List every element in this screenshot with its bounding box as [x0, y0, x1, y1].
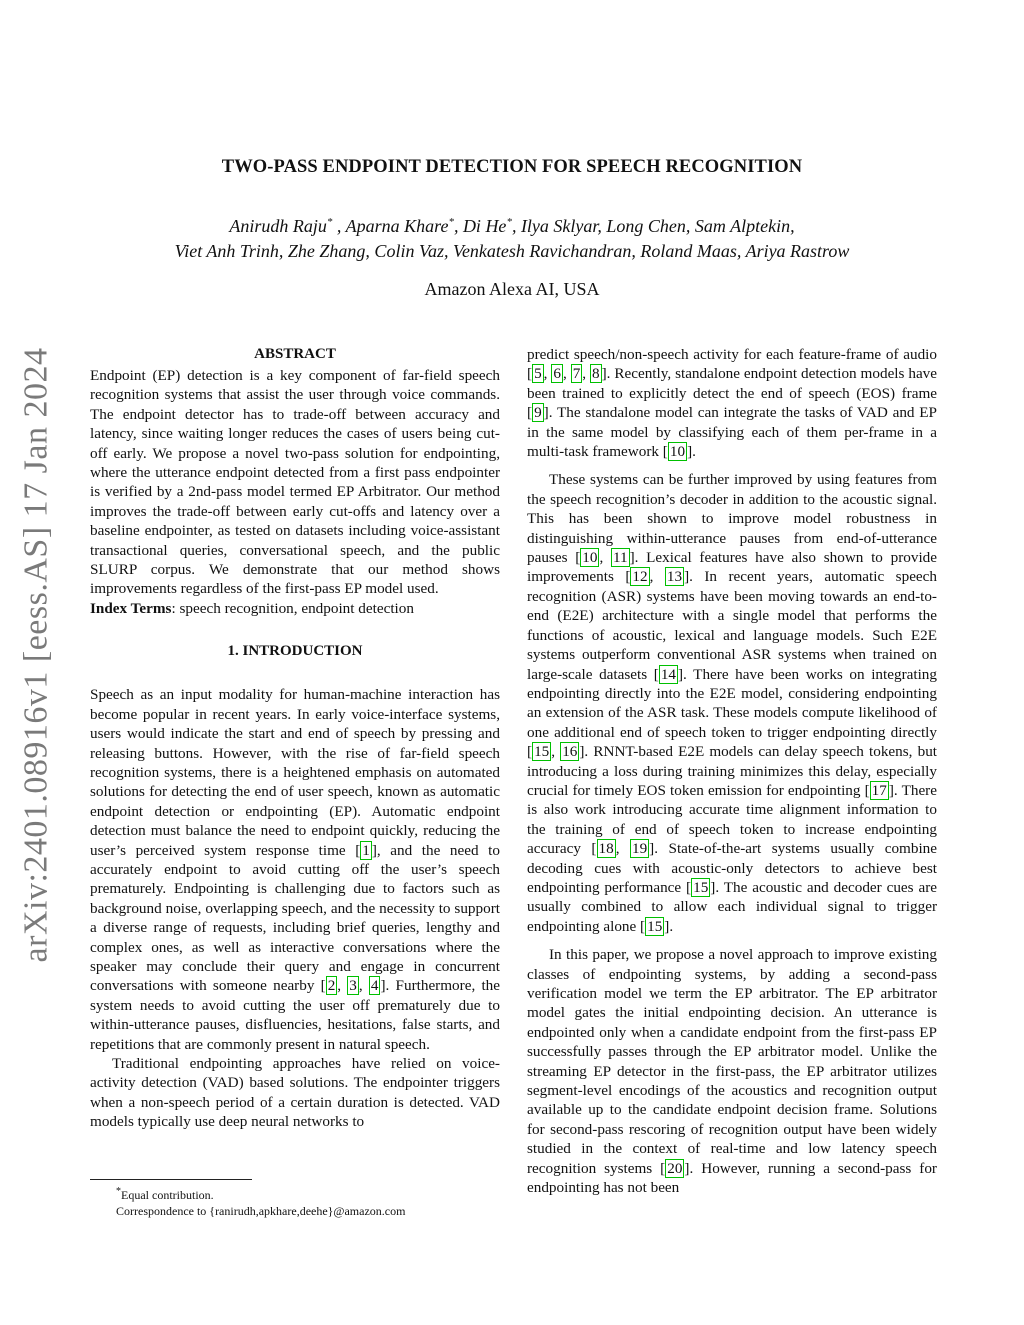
citation-link[interactable]: 3: [349, 977, 357, 995]
right-paragraph-1: predict speech/non-speech activity for each feature-frame of audio [ 5 , 6 , 7 , 8 ]. Recently, standalone endpoint detection models have been trained to explicitly detect the end of speech (EOS) frame [ 9 ]. The standalone model can integrate the tasks of VAD and EP in the same model by classifying each of them per-frame in a multi-task framework [ 10 ].: [527, 346, 938, 461]
citation-link[interactable]: 15: [647, 917, 663, 935]
citation-link[interactable]: 18: [598, 840, 614, 858]
author-name: , Ilya Sklyar, Long Chen, Sam Alptekin,: [511, 216, 795, 236]
citation-link[interactable]: 1: [362, 841, 370, 859]
abstract-heading: ABSTRACT: [254, 346, 336, 362]
right-paragraph-3: In this paper, we propose a novel approach to improve existing classes of endpointing systems, by adding a second-pass verification model we term the EP arbitrator. The EP arbitrator model gates the initial endpointing decision. An utterance is endpointed only when a candidate endpoint from the first-pass EP successfully passes through the EP arbitrator model. Unlike the streaming EP detector in the first-pass, the EP arbitrator utilizes segment-level encodings of the acoustics and recognition output available up to the candidate endpoint decision frame. Solutions for second-pass rescoring of recognition output have been widely studied in the context of real-time and low latency speech recognition systems [ 20 ]. However, running a second-pass for endpointing has not been: [527, 946, 937, 1197]
footnote-mark: *: [116, 1186, 121, 1197]
citation-link[interactable]: 16: [562, 743, 578, 761]
citation-link[interactable]: 13: [666, 568, 683, 586]
citation-link[interactable]: 5: [534, 365, 542, 383]
author-name: , Aparna Khare: [332, 216, 449, 236]
equal-contribution-mark: *: [326, 216, 333, 228]
citation-link[interactable]: 19: [631, 840, 648, 858]
author-line-1: [0, 210, 1024, 239]
paper-title: TWO-PASS ENDPOINT DETECTION FOR SPEECH RECOGNITION: [221, 157, 803, 177]
affiliation: Amazon Alexa AI, USA: [424, 279, 600, 299]
intro-paragraph-2: Traditional endpointing approaches have relied on voice-activity detection (VAD) based solutions. The endpointer triggers when a non-speech period of a certain duration is detected. VAD models typically use deep neural networks to: [90, 1055, 500, 1131]
citation-link[interactable]: 7: [572, 365, 581, 383]
citation-link[interactable]: 12: [632, 568, 648, 586]
author-name: , Di He: [453, 216, 507, 236]
citation-link[interactable]: 17: [871, 781, 887, 799]
author-name: Anirudh Raju: [229, 216, 327, 236]
citation-link[interactable]: 15: [534, 743, 550, 761]
citation-link[interactable]: 20: [667, 1159, 683, 1177]
footnote-equal-text: Equal contribution.: [121, 1188, 214, 1202]
footnote-correspondence: Correspondence to {ranirudh,apkhare,deehe}@amazon.com: [116, 1204, 406, 1218]
index-terms-label: Index Terms: [90, 599, 172, 617]
right-column: [527, 345, 937, 1197]
citation-link[interactable]: 15: [693, 878, 709, 896]
footnotes: [90, 1179, 500, 1219]
abstract-text: Endpoint (EP) detection is a key component of far-field speech recognition systems that assist the user through voice commands. The endpoint detector has to trade-off between accuracy and latency, since waiting longer reduces the cases of users being cut-off early. We propose a novel two-pass solution for endpointing, where the utterance endpoint detected from a first pass endpointer is verified by a 2nd-pass model termed EP Arbitrator. Our method improves the trade-off between early cut-offs and latency over a baseline endpointer, as tested on datasets including voice-assistant transactional queries, conversational speech, and the public SLURP corpus. We demonstrate that our method shows improvements regardless of the first-pass EP model used.: [90, 367, 500, 598]
citation-link[interactable]: 10: [669, 443, 686, 461]
citation-link[interactable]: 10: [582, 549, 598, 567]
index-terms-text: : speech recognition, endpoint detection: [171, 599, 414, 617]
equal-contribution-mark: *: [448, 216, 454, 228]
right-paragraph-2: These systems can be further improved by using features from the speech recognition’s decoder in addition to the acoustic signal. This has been shown to improve model robustness in distinguishing within-utterance pauses from end-of-utterance pauses [ 10 , 11 ]. Lexical features have also shown to provide improvements [ 12 , 13 ]. In recent years, automatic speech recognition (ASR) systems have been moving towards an end-to-end (E2E) architecture with a single model that performs the functions of acoustic, lexical and language models. Such E2E systems outperform conventional ASR systems when trained on large-scale datasets [ 14 ]. There have been works on integrating endpointing directly into the E2E model, considering endpointing an extension of the ASR task. These models compute likelihood of one additional end of speech token to trigger endpointing directly [ 15 , 16 ]. RNNT-based E2E models can delay speech tokens, but introducing a loss during training minimizes this delay, especially crucial for timely EOS token emission for endpointing [ 17 ]. There is also work introducing accurate time alignment information to the training of end of speech token to increase endpointing accuracy [ 18 , 19 ]. State-of-the-art systems usually combine decoding cues with acoustic-only detectors to achieve best endpointing performance [ 15 ]. The acoustic and decoder cues are usually combined to allow each individual signal to trigger endpointing alone [ 15 ].: [527, 471, 938, 935]
citation-link[interactable]: 9: [534, 404, 542, 422]
footnote-rule: [90, 1179, 252, 1180]
citation-link[interactable]: 4: [370, 977, 379, 995]
index-terms: [90, 599, 500, 618]
footnote-equal: [90, 1184, 500, 1203]
intro-paragraph-1: Speech as an input modality for human-machine interaction has become popular in recent years. In early voice-interface systems, users would indicate the start and end of speech by pressing and releasing buttons. However, with the rise of far-field speech recognition systems, there is a heightened emphasis on automated solutions for detecting the end of user speech, known as automatic endpoint detection or endpointing (EP). Automatic endpoint detection must balance the need to endpoint quickly, reducing the user’s perceived system response time [ 1 ], and the need to accurately endpoint to avoid cutting off the user’s speech prematurely. Endpointing is challenging due to factors such as background noise, overlapping speech, and the necessity to support a diverse range of requests, including brief queries, lengthy and complex ones, as well as interactive conversations where the speaker may conclude their query and engage in concurrent conversations with someone nearby [ 2 , 3 , 4 ]. Furthermore, the system needs to avoid cutting the user off prematurely due to within-utterance pauses, disfluencies, hesitations, false starts, and repetitions that are commonly present in natural speech.: [90, 686, 500, 1053]
citation-link[interactable]: 6: [553, 365, 561, 383]
citation-link[interactable]: 2: [327, 977, 336, 995]
author-list: [0, 210, 1024, 264]
author-line-2: Viet Anh Trinh, Zhe Zhang, Colin Vaz, Venkatesh Ravichandran, Roland Maas, Ariya Rastrow: [174, 241, 850, 261]
citation-link[interactable]: 14: [660, 665, 676, 683]
intro-heading: 1. INTRODUCTION: [227, 643, 363, 660]
arxiv-stamp-text: arXiv:2401.08916v1 [eess.AS] 17 Jan 2024: [17, 347, 54, 963]
citation-link[interactable]: 11: [612, 549, 628, 567]
left-column: [90, 345, 500, 1132]
citation-link[interactable]: 8: [592, 365, 600, 383]
equal-contribution-mark: *: [506, 216, 512, 228]
arxiv-stamp: [16, 347, 56, 963]
